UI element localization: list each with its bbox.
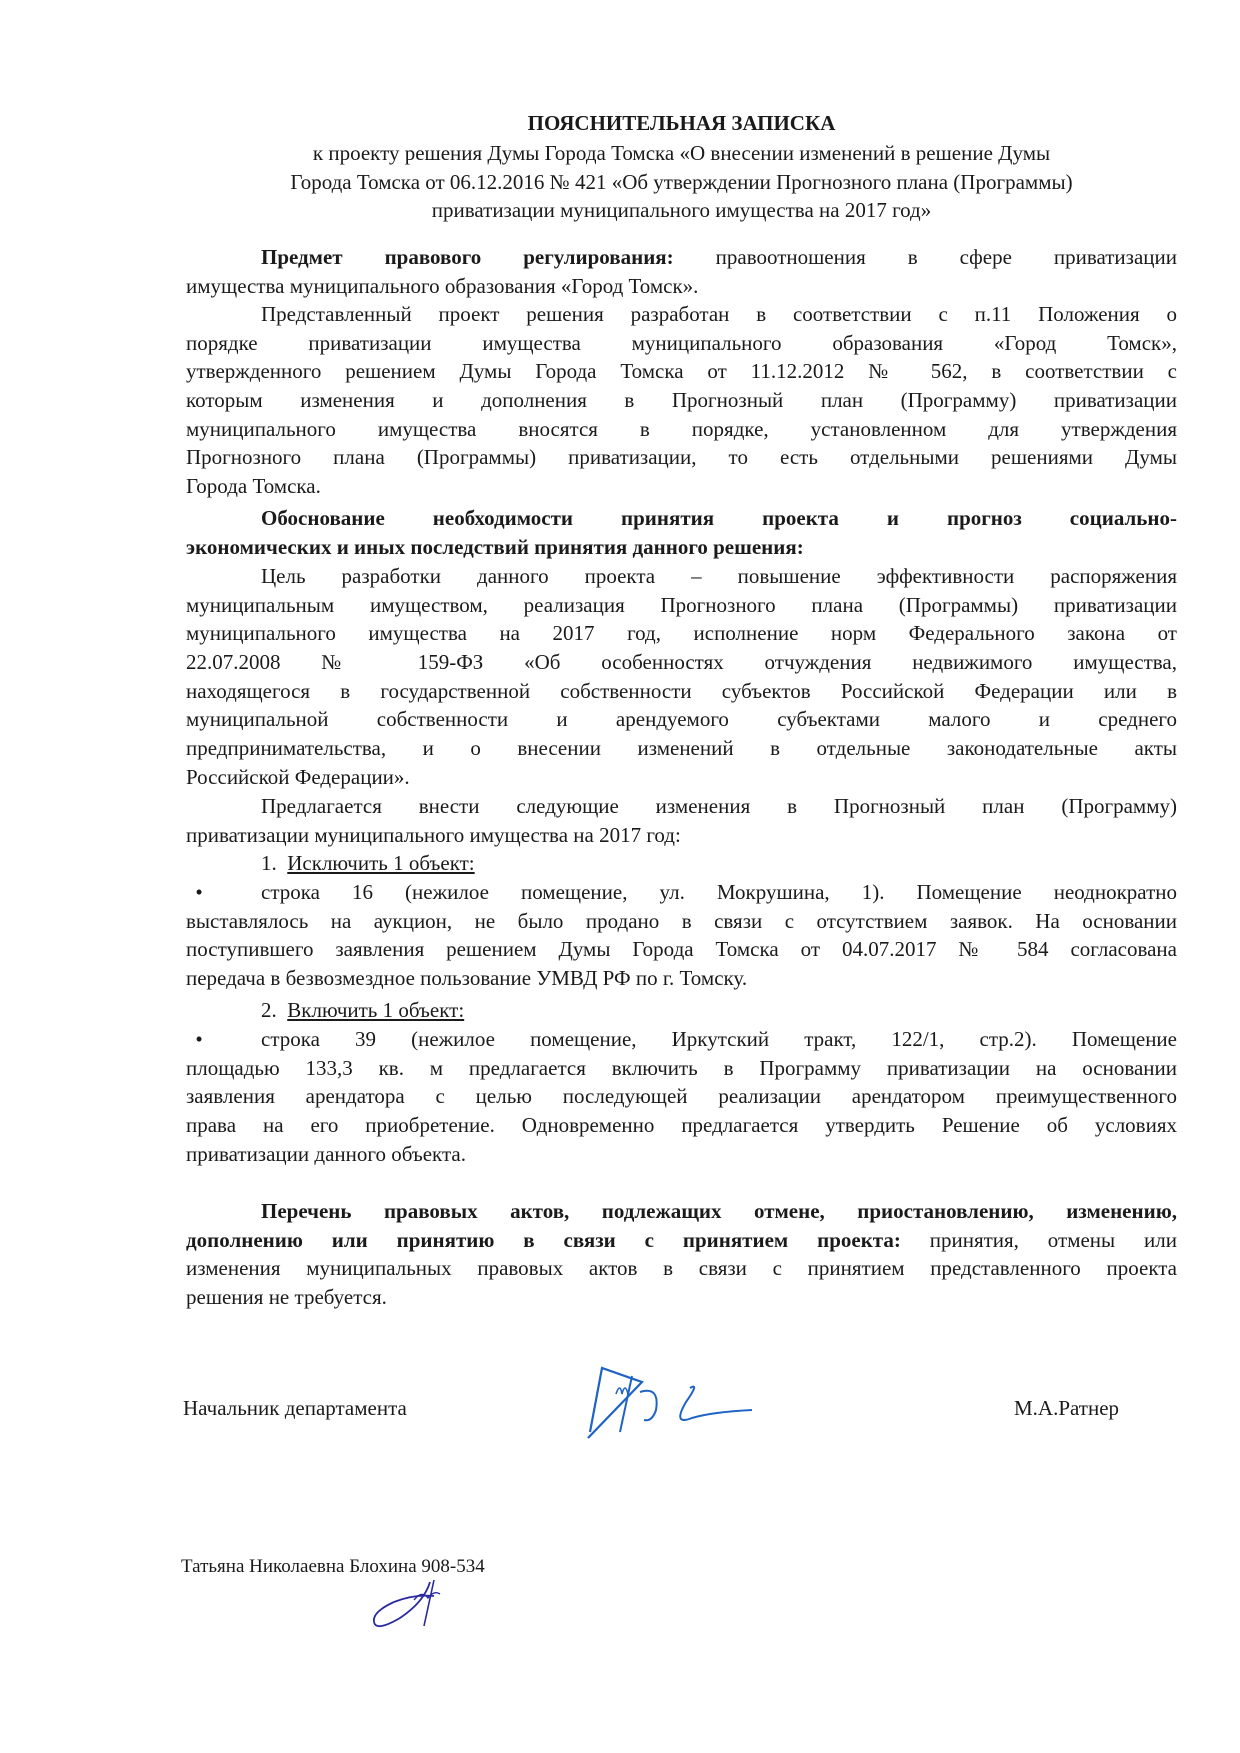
text: принятия, отмены или: [900, 1227, 1177, 1252]
paragraph: [186, 849, 1177, 878]
text-line: [186, 168, 1177, 197]
text: выставлялось на аукцион, не было продано в связи с отсутствием заявок. На основании: [186, 908, 1177, 933]
bold-text: Предмет правового регулирования:: [261, 245, 674, 269]
paragraph: [186, 562, 1177, 792]
text: правоотношения в сфере приватизации: [673, 245, 1178, 269]
text: поступившего заявления решением Думы Города Томска от 04.07.2017 № 584 согласована: [186, 937, 1177, 962]
text: утвержденного решением Думы Города Томска от 11.12.2012 № 562, в соответствии с: [186, 359, 1177, 384]
text: права на его приобретение. Одновременно предлагается утвердить Решение об условиях: [186, 1113, 1177, 1138]
bold-text: дополнению или принятию в связи с принятием проекта:: [186, 1227, 901, 1252]
text: предпринимательства, и о внесении изменений в отдельные законодательные акты: [186, 736, 1177, 761]
text-line: [186, 1283, 1177, 1312]
text-line: [186, 792, 1177, 821]
text: Города Томска от 06.12.2016 № 421 «Об утверждении Прогнозного плана (Программы): [290, 169, 1073, 194]
text: строка 39 (нежилое помещение, Иркутский тракт, 122/1, стр.2). Помещение: [261, 1027, 1177, 1051]
text: приватизации данного объекта.: [186, 1141, 466, 1166]
text: 1.: [261, 851, 288, 875]
signer-position: Начальник департамента: [183, 1396, 407, 1420]
text: Прогнозного плана (Программы) приватизации, то есть отдельными решениями Думы: [186, 445, 1177, 470]
text-line: [186, 562, 1177, 591]
text: муниципальной собственности и арендуемого субъектами малого и среднего: [186, 707, 1177, 732]
text-line: [186, 849, 1177, 878]
text-line: [186, 1111, 1177, 1140]
text-line: [186, 1054, 1177, 1083]
text-line: [186, 357, 1177, 386]
document-title: [186, 109, 1177, 138]
text: изменения муниципальных правовых актов в связи с принятием представленного проекта: [186, 1256, 1177, 1281]
text-line: [186, 300, 1177, 329]
text: к проекту решения Думы Города Томска «О внесении изменений в решение Думы: [312, 141, 1051, 165]
text-line: [186, 504, 1177, 533]
text: Российской Федерации».: [186, 764, 410, 789]
text-line: [186, 878, 1177, 907]
text-line: [186, 1140, 1177, 1169]
text: приватизации муниципального имущества на 2017 год:: [186, 822, 681, 847]
text: Представленный проект решения разработан в соответствии с п.11 Положения о: [261, 302, 1177, 326]
text: передача в безвозмездное пользование УМВД РФ по г. Томску.: [186, 966, 748, 991]
text-line: [186, 386, 1177, 415]
text-line: [186, 763, 1177, 792]
text-line: [186, 907, 1177, 936]
text-line: [186, 996, 1177, 1025]
bold-text: экономических и иных последствий принятия данного решения:: [186, 534, 804, 559]
paragraph: [186, 300, 1177, 501]
text-line: [186, 443, 1177, 472]
signature-mark: [580, 1362, 760, 1442]
contact-person: Татьяна Николаевна Блохина 908-534: [181, 1556, 485, 1577]
text: находящегося в государственной собственности субъектов Российской Федерации или в: [186, 678, 1177, 703]
text: 2.: [261, 998, 288, 1022]
paragraph: [186, 1197, 1177, 1312]
text-line: [186, 1226, 1177, 1255]
paragraph: [186, 792, 1177, 849]
text-line: [186, 935, 1177, 964]
bullet-icon: •: [195, 1027, 203, 1051]
document-subtitle: [186, 139, 1177, 225]
text: муниципального имущества на 2017 год, исполнение норм Федерального закона от: [186, 621, 1177, 646]
text-line: [186, 272, 1177, 301]
text-line: [186, 734, 1177, 763]
text-line: [186, 964, 1177, 993]
text-line: [186, 196, 1177, 225]
text-line: [186, 533, 1177, 562]
text: площадью 133,3 кв. м предлагается включить в Программу приватизации на основании: [186, 1055, 1177, 1080]
small-signature-mark: [368, 1578, 478, 1633]
bullet-item: [186, 878, 1177, 993]
text-line: [186, 243, 1177, 272]
bullet-icon: •: [195, 880, 203, 904]
underlined-heading: Исключить 1 объект:: [287, 851, 475, 875]
text: которым изменения и дополнения в Прогнозный план (Программу) приватизации: [186, 388, 1177, 413]
text-line: [186, 677, 1177, 706]
text: 22.07.2008 № 159-ФЗ «Об особенностях отчуждения недвижимого имущества,: [186, 650, 1177, 675]
text-line: [186, 1082, 1177, 1111]
text-line: [186, 591, 1177, 620]
text: заявления арендатора с целью последующей реализации арендатором преимущественного: [186, 1084, 1177, 1109]
text: строка 16 (нежилое помещение, ул. Мокрушина, 1). Помещение неоднократно: [261, 880, 1177, 904]
text-line: [186, 619, 1177, 648]
paragraph: [186, 996, 1177, 1025]
text-line: [186, 1025, 1177, 1054]
text-line: [186, 109, 1177, 138]
underlined-heading: Включить 1 объект:: [287, 998, 465, 1022]
bold-text: Обоснование необходимости принятия проекта и прогноз социально-: [261, 506, 1177, 530]
text-line: [186, 705, 1177, 734]
text: Цель разработки данного проекта – повышение эффективности распоряжения: [261, 564, 1177, 588]
text: имущества муниципального образования «Город Томск».: [186, 273, 699, 298]
text-line: [186, 1197, 1177, 1226]
text: Предлагается внести следующие изменения в Прогнозный план (Программу): [261, 794, 1177, 818]
paragraph: [186, 243, 1177, 300]
text: приватизации муниципального имущества на 2017 год»: [431, 198, 932, 223]
bullet-item: [186, 1025, 1177, 1168]
text-line: [186, 648, 1177, 677]
text: порядке приватизации имущества муниципального образования «Город Томск»,: [186, 330, 1177, 355]
text-line: [186, 139, 1177, 168]
paragraph: [186, 504, 1177, 561]
text: муниципальным имуществом, реализация Прогнозного плана (Программы) приватизации: [186, 592, 1177, 617]
text-line: [186, 415, 1177, 444]
text-line: [186, 472, 1177, 501]
bold-text: Перечень правовых актов, подлежащих отмене, приостановлению, изменению,: [261, 1199, 1177, 1223]
text: Города Томска.: [186, 474, 321, 499]
text-line: [186, 821, 1177, 850]
text-line: [186, 1254, 1177, 1283]
signer-name: М.А.Ратнер: [1014, 1396, 1120, 1420]
text-line: [186, 329, 1177, 358]
text: муниципального имущества вносятся в порядке, установленном для утверждения: [186, 416, 1177, 441]
text: решения не требуется.: [186, 1285, 387, 1310]
bold-text: ПОЯСНИТЕЛЬНАЯ ЗАПИСКА: [527, 111, 836, 135]
